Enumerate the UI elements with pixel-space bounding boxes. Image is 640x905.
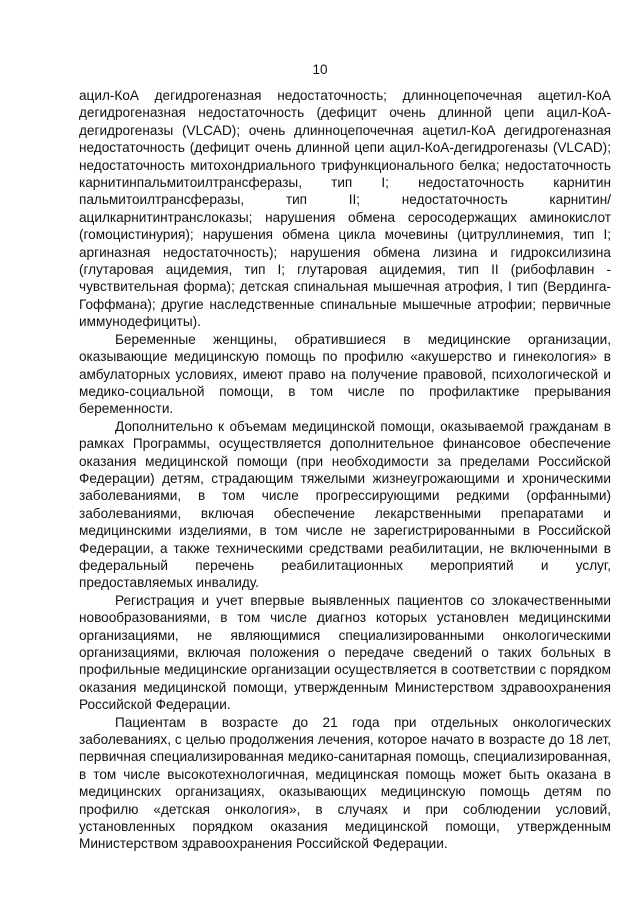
- paragraph-4: Регистрация и учет впервые выявленных пациентов со злокачественными новообразованиями, в том числе диагноз которых установлен медицинскими организациями, не являющимися специализированными онкологическими организациями, включая положения о передаче сведений о таких больных в профильные медицинские организации осуществляется в соответствии с порядком оказания медицинской помощи, утвержденным Министерством здравоохранения Российской Федерации.: [79, 592, 611, 713]
- paragraph-1: ацил-КоА дегидрогеназная недостаточность; длинноцепочечная ацетил-КоА дегидрогеназная недостаточность (дефицит очень длинной цепи ацил-КоА-дегидрогеназы (VLCAD); очень длинноцепочечная ацетил-КоА дегидрогеназная недостаточность (дефицит очень длинной цепи ацил-КоА-дегидрогеназы (VLCAD); недостаточность митохондриального трифункционального белка; недостаточность карнитинпальмитоилтрансферазы, тип I; недостаточность карнитин пальмитоилтрансферазы, тип II; недостаточность карнитин/ацилкарнитинтранслоказы; нарушения обмена серосодержащих аминокислот (гомоцистинурия); нарушения обмена цикла мочевины (цитруллинемия, тип I; аргиназная недостаточность); нарушения обмена лизина и гидроксилизина (глутаровая ацидемия, тип I; глутаровая ацидемия, тип II (рибофлавин - чувствительная форма); детская спинальная мышечная атрофия, I тип (Вердинга-Гоффмана); другие наследственные спинальные мышечные атрофии; первичные иммунодефициты).: [79, 88, 611, 330]
- document-body: [79, 87, 611, 853]
- paragraph-5: Пациентам в возрасте до 21 года при отдельных онкологических заболеваниях, с целью продолжения лечения, которое начато в возрасте до 18 лет, первичная специализированная медико-санитарная помощь, специализированная, в том числе высокотехнологичная, медицинская помощь может быть оказана в медицинских организациях, оказывающих медицинскую помощь детям по профилю «детская онкология», в случаях и при соблюдении условий, установленных порядком оказания медицинской помощи, утвержденным Министерством здравоохранения Российской Федерации.: [79, 714, 611, 852]
- page-number: 10: [312, 62, 328, 77]
- paragraph-3: Дополнительно к объемам медицинской помощи, оказываемой гражданам в рамках Программы, осуществляется дополнительное финансовое обеспечение оказания медицинской помощи (при необходимости за пределами Российской Федерации) детям, страдающим тяжелыми жизнеугрожающими и хроническими заболеваниями, в том числе прогрессирующими редкими (орфанными) заболеваниями, включая обеспечение лекарственными препаратами и медицинскими изделиями, в том числе не зарегистрированными в Российской Федерации, а также техническими средствами реабилитации, не включенными в федеральный перечень реабилитационных мероприятий и услуг, предоставляемых инвалиду.: [79, 418, 611, 591]
- paragraph-2: Беременные женщины, обратившиеся в медицинские организации, оказывающие медицинскую помощь по профилю «акушерство и гинекология» в амбулаторных условиях, имеют право на получение правовой, психологической и медико-социальной помощи, в том числе по профилактике прерывания беременности.: [79, 331, 611, 417]
